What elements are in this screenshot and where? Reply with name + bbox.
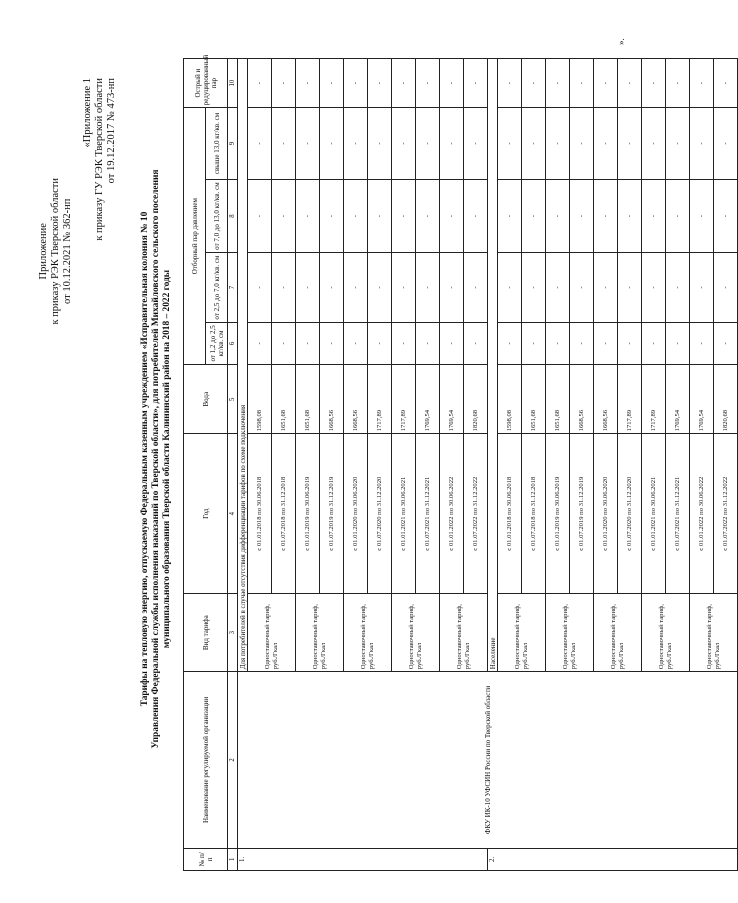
header-line: к приказу ГУ РЭК Тверской области: [94, 78, 105, 241]
header-steam-2: от 2,5 до 7,0 кг/кв. см: [206, 253, 228, 322]
period: с 01.01.2022 по 30.06.2022: [690, 434, 714, 594]
empty-tariff: -: [690, 108, 714, 180]
water-tariff: 1717,89: [392, 365, 416, 434]
empty-tariff: -: [296, 59, 320, 108]
col-number: 5: [228, 365, 238, 434]
empty-tariff: -: [498, 179, 522, 253]
period: с 01.07.2019 по 31.12.2019: [570, 434, 594, 594]
closing-quote: ».: [616, 38, 626, 45]
empty-tariff: -: [522, 253, 546, 322]
empty-tariff: -: [392, 322, 416, 364]
empty-tariff: -: [464, 59, 488, 108]
header-num: № п/ п: [184, 848, 228, 870]
empty-tariff: -: [440, 253, 464, 322]
tariff-type: Одноставочный тариф, руб./Гкал: [440, 594, 488, 672]
period: с 01.01.2021 по 30.06.2021: [392, 434, 416, 594]
period: с 01.01.2020 по 30.06.2020: [344, 434, 368, 594]
period: с 01.01.2018 по 30.06.2018: [498, 434, 522, 594]
header-line: от 10.12.2021 № 362-нп: [62, 198, 73, 304]
empty-tariff: -: [570, 108, 594, 180]
water-tariff: 1651,68: [296, 365, 320, 434]
empty-tariff: -: [272, 253, 296, 322]
empty-tariff: -: [618, 322, 642, 364]
section-number: 2.: [488, 848, 738, 870]
empty-tariff: -: [594, 108, 618, 180]
empty-tariff: -: [440, 59, 464, 108]
period: с 01.07.2018 по 31.12.2018: [272, 434, 296, 594]
empty-tariff: -: [594, 253, 618, 322]
period: с 01.01.2019 по 30.06.2019: [546, 434, 570, 594]
empty-tariff: -: [546, 253, 570, 322]
period: с 01.07.2021 по 31.12.2021: [416, 434, 440, 594]
empty-tariff: -: [368, 108, 392, 180]
empty-tariff: -: [642, 59, 666, 108]
water-tariff: 1668,56: [344, 365, 368, 434]
table-body: [238, 59, 738, 871]
water-tariff: 1769,54: [440, 365, 464, 434]
empty-tariff: -: [440, 108, 464, 180]
empty-tariff: -: [296, 253, 320, 322]
empty-tariff: -: [594, 322, 618, 364]
period: с 01.01.2018 по 30.06.2018: [248, 434, 272, 594]
empty-tariff: -: [416, 253, 440, 322]
empty-tariff: -: [666, 179, 690, 253]
empty-tariff: -: [690, 322, 714, 364]
period: с 01.07.2022 по 31.12.2022: [714, 434, 738, 594]
empty-tariff: -: [272, 179, 296, 253]
empty-tariff: -: [320, 322, 344, 364]
empty-tariff: -: [714, 253, 738, 322]
section-number: 1.: [238, 848, 488, 870]
empty-tariff: -: [416, 59, 440, 108]
empty-tariff: -: [642, 322, 666, 364]
empty-tariff: -: [464, 108, 488, 180]
period: с 01.07.2021 по 31.12.2021: [666, 434, 690, 594]
empty-tariff: -: [570, 179, 594, 253]
empty-tariff: -: [498, 59, 522, 108]
water-tariff: 1598,08: [248, 365, 272, 434]
water-tariff: 1717,89: [618, 365, 642, 434]
empty-tariff: -: [594, 59, 618, 108]
column-numbers-row: [228, 59, 238, 871]
empty-tariff: -: [666, 322, 690, 364]
title-line: муниципального образования Тверской области Калининский район на 2018 – 2022 годы: [162, 269, 172, 649]
empty-tariff: -: [690, 179, 714, 253]
empty-tariff: -: [464, 253, 488, 322]
header-org: Наименование регулируемой организации: [184, 672, 228, 848]
col-number: 10: [228, 59, 238, 108]
tariff-type: Одноставочный тариф, руб./Гкал: [690, 594, 738, 672]
empty-tariff: -: [440, 322, 464, 364]
empty-tariff: -: [522, 179, 546, 253]
col-number: 3: [228, 594, 238, 672]
empty-tariff: -: [368, 322, 392, 364]
header-line: к приказу РЭК Тверской области: [50, 178, 61, 325]
title-line: Управления Федеральной службы исполнения наказаний по Тверской области», для потребителей Михайловского сельского поселения: [151, 169, 161, 749]
water-tariff: 1668,56: [570, 365, 594, 434]
col-number: 2: [228, 672, 238, 848]
empty-tariff: -: [416, 179, 440, 253]
empty-tariff: -: [392, 253, 416, 322]
empty-tariff: -: [464, 179, 488, 253]
empty-tariff: -: [296, 322, 320, 364]
empty-tariff: -: [344, 322, 368, 364]
header-tariff-type: Вид тарифа: [184, 594, 228, 672]
empty-tariff: -: [344, 108, 368, 180]
col-number: 9: [228, 108, 238, 180]
col-number: 7: [228, 253, 238, 322]
water-tariff: 1717,89: [642, 365, 666, 434]
empty-tariff: -: [320, 179, 344, 253]
empty-tariff: -: [522, 108, 546, 180]
empty-tariff: -: [570, 253, 594, 322]
empty-tariff: -: [344, 59, 368, 108]
empty-tariff: -: [498, 108, 522, 180]
period: с 01.07.2020 по 31.12.2020: [368, 434, 392, 594]
water-tariff: 1668,56: [320, 365, 344, 434]
organization-name: ФКУ ИК-10 УФСИН России по Тверской области: [238, 672, 738, 848]
water-tariff: 1769,54: [666, 365, 690, 434]
empty-tariff: -: [570, 322, 594, 364]
header-water: Вода: [184, 365, 228, 434]
tariff-type: Одноставочный тариф, руб./Гкал: [498, 594, 546, 672]
empty-tariff: -: [296, 108, 320, 180]
tariff-type: Одноставочный тариф, руб./Гкал: [392, 594, 440, 672]
empty-tariff: -: [392, 179, 416, 253]
header-line: от 19.12.2017 № 473-нп: [106, 78, 117, 184]
col-number: 8: [228, 179, 238, 253]
period: с 01.01.2020 по 30.06.2020: [594, 434, 618, 594]
empty-tariff: -: [546, 59, 570, 108]
empty-tariff: -: [594, 179, 618, 253]
empty-tariff: -: [618, 108, 642, 180]
empty-tariff: -: [320, 253, 344, 322]
empty-tariff: -: [392, 59, 416, 108]
water-tariff: 1769,54: [690, 365, 714, 434]
water-tariff: 1769,54: [416, 365, 440, 434]
document-title: [140, 79, 173, 839]
header-steam-sharp: Острый и редуцированный пар: [184, 59, 228, 108]
empty-tariff: -: [392, 108, 416, 180]
empty-tariff: -: [498, 253, 522, 322]
section-label: Население: [488, 59, 498, 672]
tariff-type: Одноставочный тариф, руб./Гкал: [344, 594, 392, 672]
empty-tariff: -: [666, 253, 690, 322]
empty-tariff: -: [546, 108, 570, 180]
empty-tariff: -: [440, 179, 464, 253]
empty-tariff: -: [618, 179, 642, 253]
empty-tariff: -: [666, 59, 690, 108]
header-line: Приложение: [38, 223, 49, 280]
empty-tariff: -: [570, 59, 594, 108]
water-tariff: 1668,56: [594, 365, 618, 434]
header-steam-group: Отборный пар давлением: [184, 108, 206, 365]
empty-tariff: -: [296, 179, 320, 253]
period: с 01.07.2020 по 31.12.2020: [618, 434, 642, 594]
tariff-type: Одноставочный тариф, руб./Гкал: [594, 594, 642, 672]
water-tariff: 1598,08: [498, 365, 522, 434]
empty-tariff: -: [498, 322, 522, 364]
empty-tariff: -: [714, 59, 738, 108]
water-tariff: 1820,68: [714, 365, 738, 434]
empty-tariff: -: [522, 59, 546, 108]
period: с 01.07.2019 по 31.12.2019: [320, 434, 344, 594]
period: с 01.01.2021 по 30.06.2021: [642, 434, 666, 594]
col-number: 4: [228, 434, 238, 594]
empty-tariff: -: [642, 108, 666, 180]
water-tariff: 1651,68: [522, 365, 546, 434]
empty-tariff: -: [320, 108, 344, 180]
empty-tariff: -: [248, 179, 272, 253]
section-row: [238, 59, 248, 871]
empty-tariff: -: [272, 59, 296, 108]
header-steam-3: от 7,0 до 13,0 кг/кв. см: [206, 179, 228, 253]
empty-tariff: -: [546, 179, 570, 253]
empty-tariff: -: [248, 322, 272, 364]
empty-tariff: -: [464, 322, 488, 364]
empty-tariff: -: [714, 108, 738, 180]
col-number: 6: [228, 322, 238, 364]
title-line: Тарифы на тепловую энергию, отпускаемую Федеральным казенным учреждением «Исправительная колония № 10: [140, 211, 150, 707]
period: с 01.07.2022 по 31.12.2022: [464, 434, 488, 594]
empty-tariff: -: [416, 108, 440, 180]
empty-tariff: -: [248, 59, 272, 108]
empty-tariff: -: [690, 59, 714, 108]
header-line: «Приложение 1: [82, 78, 93, 148]
empty-tariff: -: [368, 59, 392, 108]
header-steam-4: свыше 13,0 кг/кв. см: [206, 108, 228, 180]
empty-tariff: -: [320, 59, 344, 108]
section-label: Для потребителей в случае отсутствия дифференциации тарифов по схеме подключения: [238, 59, 248, 672]
tariff-type: Одноставочный тариф, руб./Гкал: [296, 594, 344, 672]
empty-tariff: -: [522, 322, 546, 364]
empty-tariff: -: [690, 253, 714, 322]
col-number: 1: [228, 848, 238, 870]
empty-tariff: -: [666, 108, 690, 180]
tariff-type: Одноставочный тариф, руб./Гкал: [546, 594, 594, 672]
header-original-appendix: [82, 78, 118, 241]
water-tariff: 1651,68: [272, 365, 296, 434]
header-year: Год: [184, 434, 228, 594]
empty-tariff: -: [248, 253, 272, 322]
tariff-type: Одноставочный тариф, руб./Гкал: [248, 594, 296, 672]
empty-tariff: -: [416, 322, 440, 364]
empty-tariff: -: [272, 322, 296, 364]
empty-tariff: -: [714, 322, 738, 364]
period: с 01.07.2018 по 31.12.2018: [522, 434, 546, 594]
empty-tariff: -: [642, 179, 666, 253]
empty-tariff: -: [714, 179, 738, 253]
tariff-type: Одноставочный тариф, руб./Гкал: [642, 594, 690, 672]
empty-tariff: -: [368, 179, 392, 253]
empty-tariff: -: [642, 253, 666, 322]
empty-tariff: -: [344, 179, 368, 253]
empty-tariff: -: [618, 59, 642, 108]
empty-tariff: -: [368, 253, 392, 322]
header-appendix: [38, 178, 74, 325]
header-steam-1: от 1,2 до 2,5 кг/кв. см: [206, 322, 228, 364]
water-tariff: 1651,68: [546, 365, 570, 434]
empty-tariff: -: [618, 253, 642, 322]
water-tariff: 1717,89: [368, 365, 392, 434]
tariff-table: [183, 54, 738, 871]
period: с 01.01.2019 по 30.06.2019: [296, 434, 320, 594]
period: с 01.01.2022 по 30.06.2022: [440, 434, 464, 594]
empty-tariff: -: [546, 322, 570, 364]
empty-tariff: -: [272, 108, 296, 180]
empty-tariff: -: [248, 108, 272, 180]
water-tariff: 1820,68: [464, 365, 488, 434]
empty-tariff: -: [344, 253, 368, 322]
